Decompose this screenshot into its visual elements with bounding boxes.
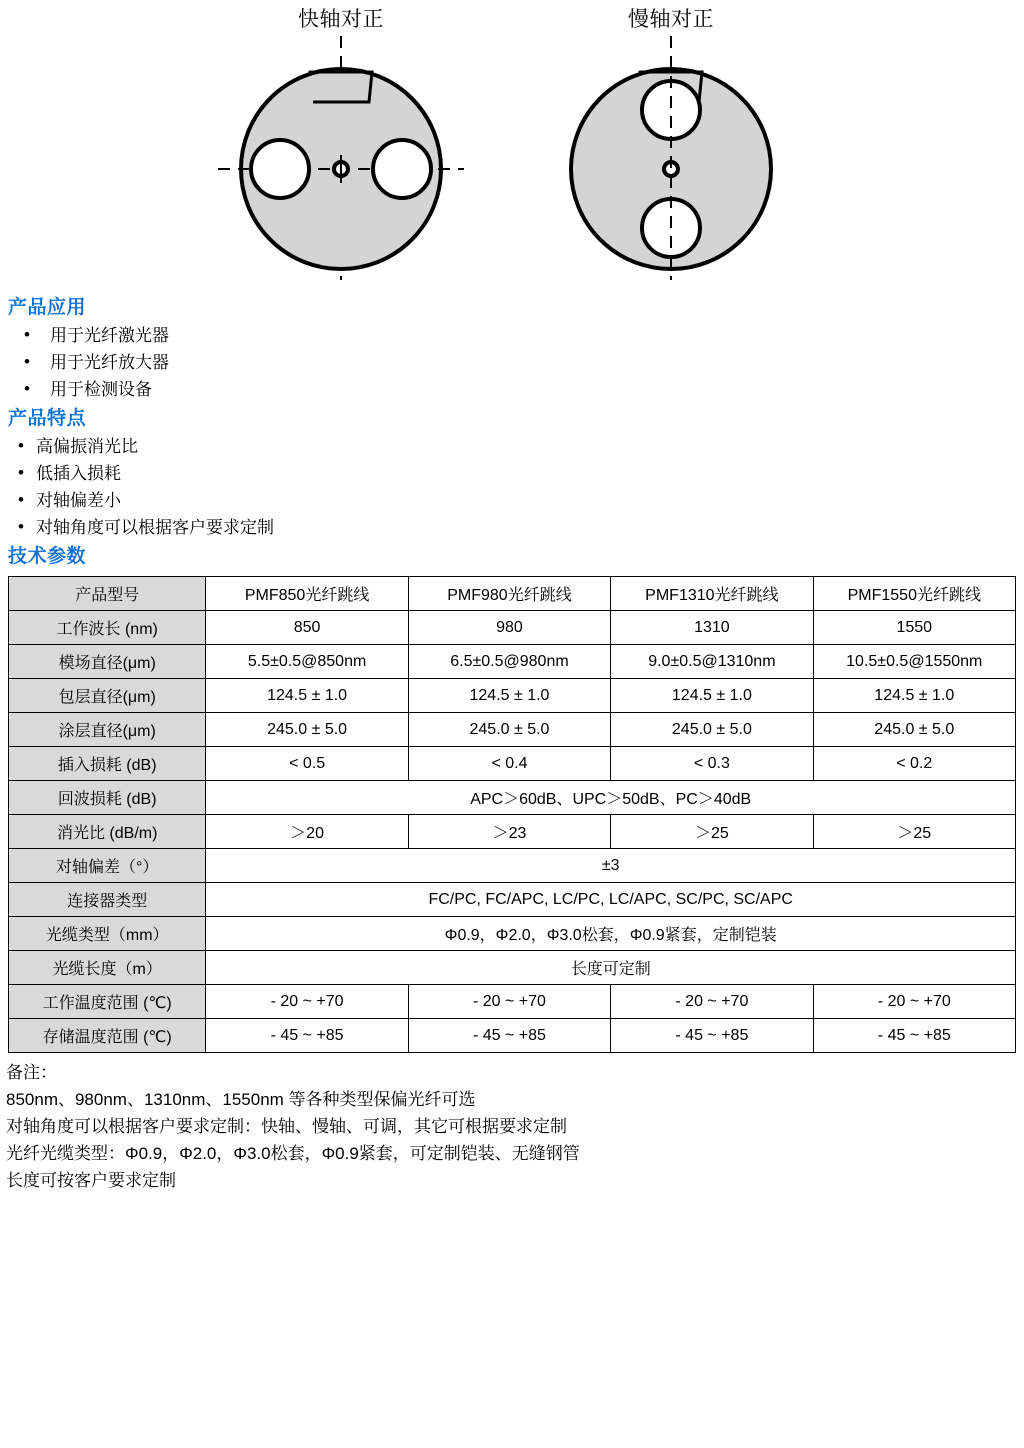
- table-cell: 245.0 ± 5.0: [206, 713, 408, 747]
- table-cell: 980: [408, 611, 610, 645]
- list-item: • 对轴角度可以根据客户要求定制: [8, 514, 1024, 541]
- row-label: 包层直径(μm): [9, 679, 206, 713]
- note-line: 对轴角度可以根据客户要求定制：快轴、慢轴、可调，其它可根据要求定制: [6, 1117, 567, 1136]
- row-label: 模场直径(μm): [9, 645, 206, 679]
- features-section: [0, 406, 1024, 541]
- table-cell: - 20 ~ +70: [611, 985, 813, 1019]
- table-row: [9, 883, 1016, 917]
- table-cell: PMF1550光纤跳线: [813, 577, 1015, 611]
- list-item: • 用于光纤激光器: [8, 322, 1024, 349]
- row-label: 消光比 (dB/m): [9, 815, 206, 849]
- row-label: 光缆长度（m）: [9, 951, 206, 985]
- table-row: [9, 611, 1016, 645]
- applications-section: [0, 295, 1024, 403]
- table-row: [9, 985, 1016, 1019]
- notes-block: [6, 1059, 1024, 1194]
- note-line: 850nm、980nm、1310nm、1550nm 等各种类型保偏光纤可选: [6, 1090, 476, 1109]
- table-cell: 245.0 ± 5.0: [408, 713, 610, 747]
- row-label: 连接器类型: [9, 883, 206, 917]
- list-item: • 低插入损耗: [8, 460, 1024, 487]
- table-cell: < 0.3: [611, 747, 813, 781]
- specification-table: [8, 576, 1016, 1053]
- table-cell-merged: FC/PC, FC/APC, LC/PC, LC/APC, SC/PC, SC/APC: [206, 883, 1016, 917]
- table-cell: < 0.5: [206, 747, 408, 781]
- slow-axis-diagram-title: 慢轴对正: [628, 8, 714, 31]
- table-cell: 10.5±0.5@1550nm: [813, 645, 1015, 679]
- stress-rod-left: [251, 140, 309, 198]
- table-cell: PMF850光纤跳线: [206, 577, 408, 611]
- note-line: 长度可按客户要求定制: [6, 1171, 176, 1190]
- table-cell: 6.5±0.5@980nm: [408, 645, 610, 679]
- table-cell: 124.5 ± 1.0: [206, 679, 408, 713]
- table-row: [9, 577, 1016, 611]
- table-cell: - 20 ~ +70: [408, 985, 610, 1019]
- stress-rod-top: [642, 81, 700, 139]
- table-cell: - 20 ~ +70: [206, 985, 408, 1019]
- table-cell: ＞25: [611, 815, 813, 849]
- slow-axis-diagram: [546, 0, 796, 282]
- table-cell: ＞23: [408, 815, 610, 849]
- row-label: 插入损耗 (dB): [9, 747, 206, 781]
- table-row: [9, 951, 1016, 985]
- specs-section: [0, 544, 1024, 570]
- table-cell: 245.0 ± 5.0: [813, 713, 1015, 747]
- row-label: 回波损耗 (dB): [9, 781, 206, 815]
- row-label: 涂层直径(μm): [9, 713, 206, 747]
- table-row: [9, 917, 1016, 951]
- table-cell: 124.5 ± 1.0: [813, 679, 1015, 713]
- table-row: [9, 679, 1016, 713]
- table-cell-merged: APC＞60dB、UPC＞50dB、PC＞40dB: [206, 781, 1016, 815]
- list-item: • 对轴偏差小: [8, 487, 1024, 514]
- table-cell: < 0.4: [408, 747, 610, 781]
- table-cell: 124.5 ± 1.0: [408, 679, 610, 713]
- table-cell: - 45 ~ +85: [813, 1019, 1015, 1053]
- fast-axis-ferrule-drawing: [216, 34, 466, 282]
- table-row: [9, 1019, 1016, 1053]
- table-cell: - 45 ~ +85: [611, 1019, 813, 1053]
- table-cell: - 20 ~ +70: [813, 985, 1015, 1019]
- table-row: [9, 781, 1016, 815]
- table-cell: - 45 ~ +85: [408, 1019, 610, 1053]
- applications-heading: 产品应用: [8, 297, 87, 318]
- table-cell: 9.0±0.5@1310nm: [611, 645, 813, 679]
- row-label: 产品型号: [9, 577, 206, 611]
- stress-rod-right: [373, 140, 431, 198]
- table-cell: 1310: [611, 611, 813, 645]
- applications-list: [8, 322, 1024, 403]
- row-label: 对轴偏差（°）: [9, 849, 206, 883]
- features-list: [8, 433, 1024, 541]
- table-cell: 1550: [813, 611, 1015, 645]
- slow-axis-ferrule-drawing: [546, 34, 796, 282]
- row-label: 存储温度范围 (℃): [9, 1019, 206, 1053]
- note-line: 光纤光缆类型：Φ0.9，Φ2.0，Φ3.0松套，Φ0.9紧套，可定制铠装、无缝钢管: [6, 1144, 580, 1163]
- table-row: [9, 815, 1016, 849]
- table-cell: PMF980光纤跳线: [408, 577, 610, 611]
- table-cell: ＞25: [813, 815, 1015, 849]
- specs-heading: 技术参数: [8, 546, 87, 567]
- note-line: 备注：: [6, 1063, 57, 1082]
- table-cell: - 45 ~ +85: [206, 1019, 408, 1053]
- table-cell: PMF1310光纤跳线: [611, 577, 813, 611]
- list-item: • 用于光纤放大器: [8, 349, 1024, 376]
- fast-axis-diagram-title: 快轴对正: [298, 8, 384, 31]
- table-cell: < 0.2: [813, 747, 1015, 781]
- table-row: [9, 713, 1016, 747]
- row-label: 工作温度范围 (℃): [9, 985, 206, 1019]
- table-cell-merged: Φ0.9，Φ2.0，Φ3.0松套，Φ0.9紧套，定制铠装: [206, 917, 1016, 951]
- table-cell-merged: ±3: [206, 849, 1016, 883]
- row-label: 光缆类型（mm）: [9, 917, 206, 951]
- table-row: [9, 645, 1016, 679]
- table-cell: 245.0 ± 5.0: [611, 713, 813, 747]
- table-cell: ＞20: [206, 815, 408, 849]
- diagram-area: [0, 0, 1024, 292]
- fast-axis-diagram: [216, 0, 466, 282]
- row-label: 工作波长 (nm): [9, 611, 206, 645]
- table-cell-merged: 长度可定制: [206, 951, 1016, 985]
- table-cell: 5.5±0.5@850nm: [206, 645, 408, 679]
- list-item: • 用于检测设备: [8, 376, 1024, 403]
- table-row: [9, 747, 1016, 781]
- table-cell: 124.5 ± 1.0: [611, 679, 813, 713]
- list-item: • 高偏振消光比: [8, 433, 1024, 460]
- table-row: [9, 849, 1016, 883]
- table-cell: 850: [206, 611, 408, 645]
- features-heading: 产品特点: [8, 408, 87, 429]
